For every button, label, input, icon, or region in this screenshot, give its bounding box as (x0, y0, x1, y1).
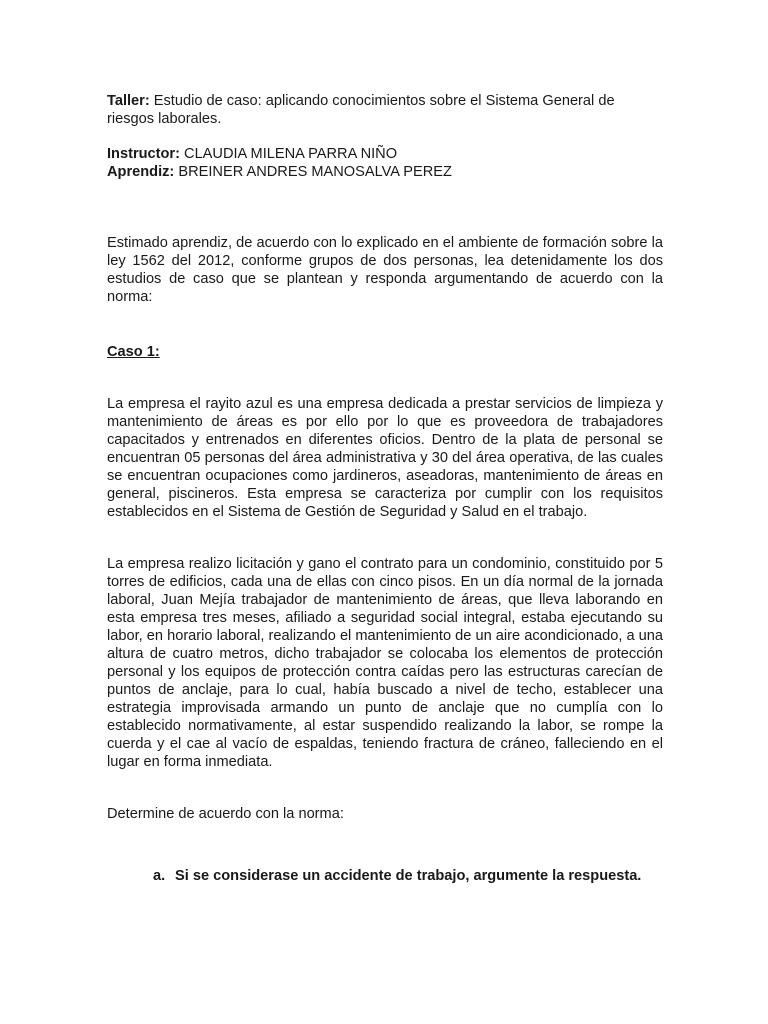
intro-paragraph: Estimado aprendiz, de acuerdo con lo explicado en el ambiente de formación sobre la ley 1562 del 2012, conforme grupos de dos personas, lea detenidamente los dos estudios de caso que se plantean y responda argumentando de acuerdo con la norma: (107, 235, 663, 305)
taller-text: Estudio de caso: aplicando conocimientos sobre el Sistema General de riesgos laborales. (107, 93, 615, 127)
case1-paragraph-2: La empresa realizo licitación y gano el contrato para un condominio, constituido por 5 torres de edificios, cada una de ellas con cinco pisos. En un día normal de la jornada laboral, Juan Mejía trabajador de mantenimiento de áreas, que lleva laborando en esta empresa tres meses, afiliado a seguridad social integral, estaba ejecutando su labor, en horario laboral, realizando el mantenimiento de un aire acondicionado, a una altura de cuatro metros, dicho trabajador se colocaba los elementos de protección personal y los equipos de protección contra caídas pero las estructuras carecían de puntos de anclaje, para lo cual, había buscado a nivel de techo, establecer una estrategia improvisada armando un punto de anclaje que no cumplía con lo establecido normativamente, al estar suspendido realizando la labor, se rompe la cuerda y el cae al vacío de espaldas, teniendo fractura de cráneo, falleciendo en el lugar en forma inmediata. (107, 556, 663, 770)
determine-text: Determine de acuerdo con la norma: (107, 806, 344, 822)
question-a (153, 867, 641, 885)
aprendiz-line (107, 163, 663, 181)
question-a-text: Si se considerase un accidente de trabajo, argumente la respuesta. (175, 868, 642, 884)
instructor-label: Instructor: (107, 146, 180, 162)
aprendiz-name: BREINER ANDRES MANOSALVA PEREZ (178, 164, 452, 180)
case1-paragraph-1: La empresa el rayito azul es una empresa dedicada a prestar servicios de limpieza y mantenimiento de áreas es por ello por lo que es proveedora de trabajadores capacitados y entrenados en diferentes oficios. Dentro de la plata de personal se encuentran 05 personas del área administrativa y 30 del área operativa, de las cuales se encuentran ocupaciones como jardineros, aseadoras, mantenimiento de áreas en general, piscineros. Esta empresa se caracteriza por cumplir con los requisitos establecidos en el Sistema de Gestión de Seguridad y Salud en el trabajo. (107, 396, 663, 520)
question-a-marker: a. (153, 868, 166, 884)
instructor-line (107, 145, 663, 163)
case1-heading: Caso 1: (107, 344, 160, 360)
instructor-name: CLAUDIA MILENA PARRA NIÑO (184, 146, 398, 162)
aprendiz-label: Aprendiz: (107, 164, 175, 180)
taller-label: Taller: (107, 93, 150, 109)
taller-line (107, 92, 663, 128)
